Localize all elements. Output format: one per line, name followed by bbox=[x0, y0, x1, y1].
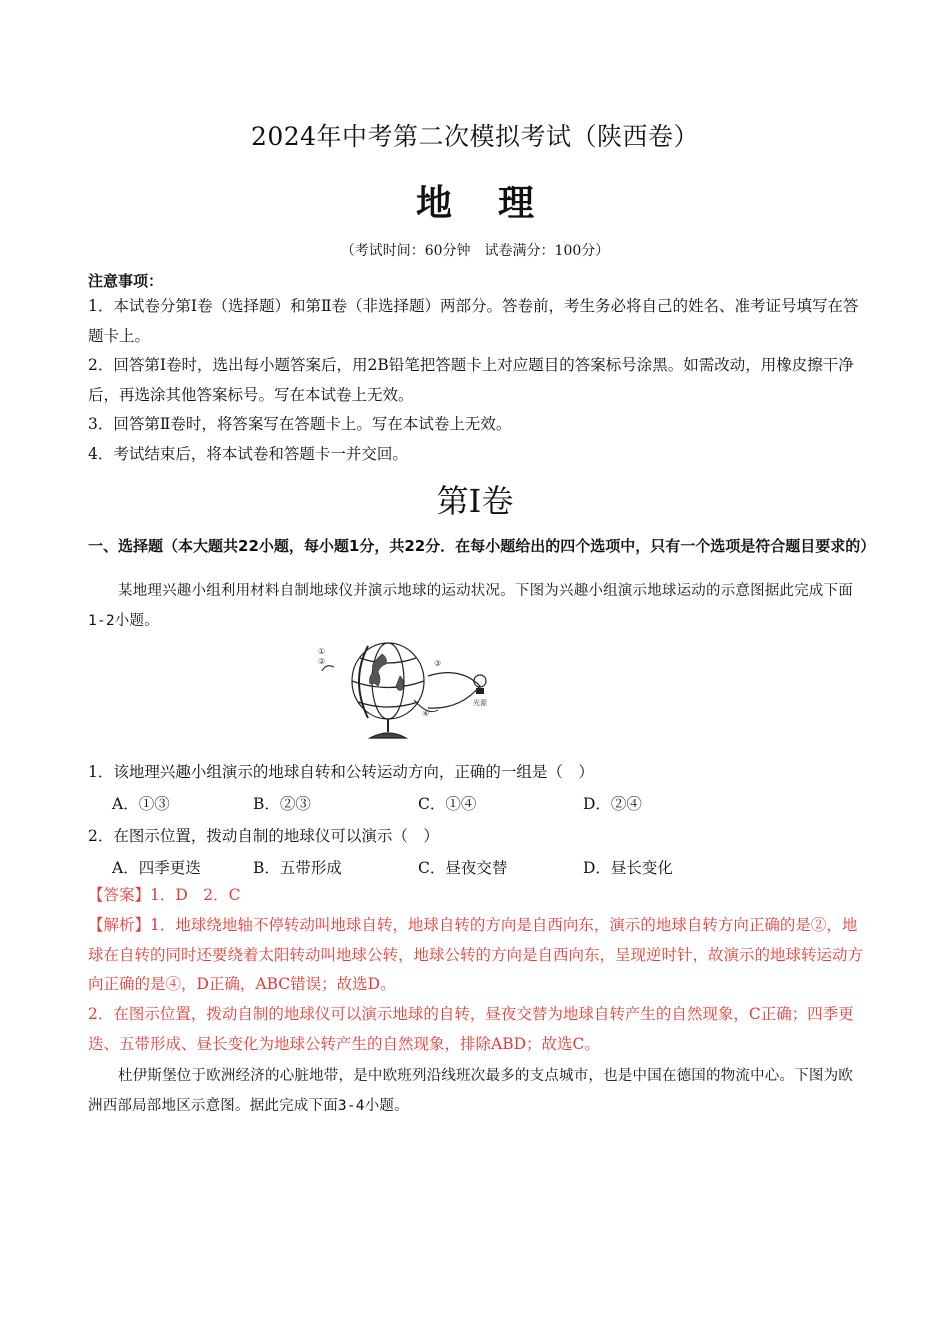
light-source-label: 光源 bbox=[473, 699, 487, 707]
analysis-label: 【解析】 bbox=[88, 916, 151, 934]
light-base-icon bbox=[476, 688, 484, 694]
q2-option-d: D．昼长变化 bbox=[583, 859, 673, 877]
notice-item-3: 3．回答第Ⅱ卷时，将答案写在答题卡上。写在本试卷上无效。 bbox=[88, 415, 512, 433]
globe-diagram bbox=[310, 636, 500, 751]
q2-option-a: A．四季更迭 bbox=[112, 859, 201, 877]
q2-option-c: C．昼夜交替 bbox=[418, 859, 508, 877]
q1-option-b: B．②③ bbox=[253, 795, 311, 813]
notice-heading: 注意事项： bbox=[88, 272, 164, 290]
question-1: 1．该地理兴趣小组演示的地球自转和公转运动方向，正确的一组是（ ） bbox=[88, 763, 594, 781]
notice-item-2: 2．回答第Ⅰ卷时，选出每小题答案后，用2B铅笔把答题卡上对应题目的答案标号涂黑。如需改动，用橡皮擦干净后，再选涂其他答案标号。写在本试卷上无效。 bbox=[88, 356, 854, 404]
figure-label-2: ② bbox=[318, 657, 326, 666]
intro-passage-2: 杜伊斯堡位于欧洲经济的心脏地带，是中欧班列沿线班次最多的支点城市，也是中国在德国的物流中心。下图为欧洲西部局部地区示意图。据此完成下面3-4小题。 bbox=[88, 1068, 853, 1114]
notice-item-4: 4．考试结束后，将本试卷和答题卡一并交回。 bbox=[88, 445, 408, 463]
subject-char-1: 地 bbox=[415, 182, 452, 224]
analysis-part-1 bbox=[88, 911, 863, 1000]
figure-label-1: ① bbox=[318, 647, 326, 656]
exam-title: 2024年中考第二次模拟考试（陕西卷） bbox=[250, 122, 700, 151]
subject-char-2: 理 bbox=[498, 182, 535, 224]
section-heading: 一、选择题（本大题共22小题，每小题1分，共22分．在每小题给出的四个选项中，只有一个选项是符合题目要求的） bbox=[88, 537, 876, 555]
question-2: 2．在图示位置，拨动自制的地球仪可以演示（ ） bbox=[88, 827, 439, 845]
q1-option-a: A．①③ bbox=[112, 795, 170, 813]
analysis-part-2: 2．在图示位置，拨动自制的地球仪可以演示地球的自转，昼夜交替为地球自转产生的自然现象，C正确；四季更迭、五带形成、昼长变化为地球公转产生的自然现象，排除ABD；故选C。 bbox=[88, 1005, 854, 1053]
q1-option-d: D．②④ bbox=[583, 795, 642, 813]
subject-title bbox=[0, 175, 950, 226]
analysis-text-1: 1．地球绕地轴不停转动叫地球自转，地球自转的方向是自西向东，演示的地球自转方向正确的是②，地球在自转的同时还要绕着太阳转动叫地球公转，地球公转的方向是自西向东，呈现逆时针，故演示的地球转运动方向正确的是④，D正确，ABC错误；故选D。 bbox=[88, 916, 864, 993]
answer-text: 1．D 2．C bbox=[150, 886, 241, 904]
exam-info: （考试时间：60分钟 试卷满分：100分） bbox=[340, 243, 610, 259]
figure-label-4: ④ bbox=[422, 709, 430, 718]
figure-label-3: ③ bbox=[434, 659, 442, 668]
intro-passage-1: 某地理兴趣小组利用材料自制地球仪并演示地球的运动状况。下图为兴趣小组演示地球运动的示意图据此完成下面1-2小题。 bbox=[88, 583, 853, 629]
q1-option-c: C．①④ bbox=[418, 795, 477, 813]
globe-base bbox=[370, 733, 406, 738]
notice-item-1: 1．本试卷分第Ⅰ卷（选择题）和第Ⅱ卷（非选择题）两部分。答卷前，考生务必将自己的姓名、准考证号填写在答题卡上。 bbox=[88, 297, 859, 345]
globe-equator bbox=[352, 681, 424, 688]
q2-option-b: B．五带形成 bbox=[253, 859, 342, 877]
answer-line bbox=[88, 881, 863, 911]
answer-label: 【答案】 bbox=[88, 886, 151, 904]
section-title: 第Ⅰ卷 bbox=[436, 482, 514, 520]
